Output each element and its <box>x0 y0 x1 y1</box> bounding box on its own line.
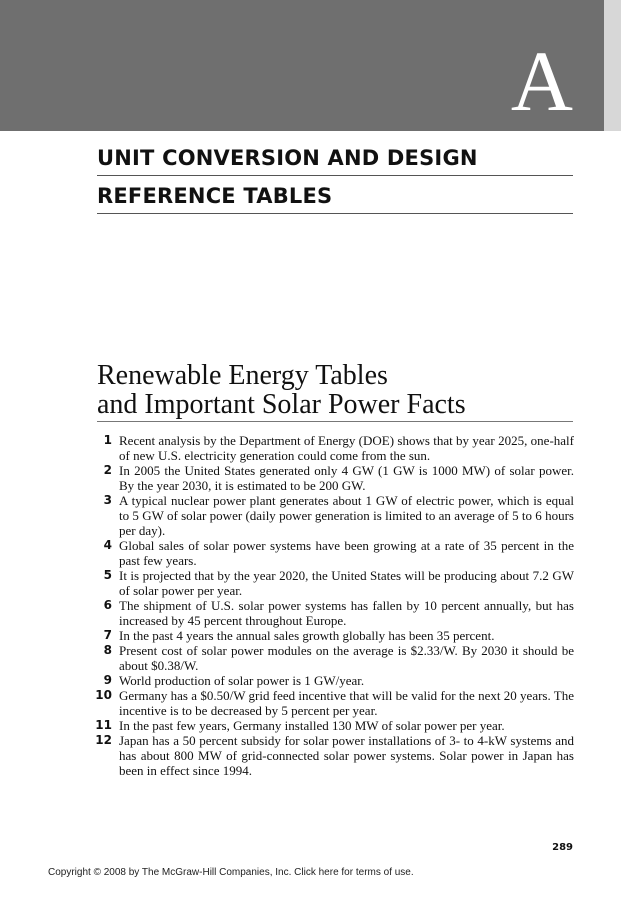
facts-list <box>84 433 574 778</box>
list-item <box>84 628 574 643</box>
list-item <box>84 688 574 718</box>
list-item <box>84 733 574 778</box>
item-number: 6 <box>103 598 112 612</box>
item-number: 11 <box>95 718 112 732</box>
item-text: Japan has a 50 percent subsidy for solar power installations of 3- to 4-kW systems and has about 800 MW of grid-connected solar power systems. Solar power in Japan has been in effect since 1994. <box>119 733 574 778</box>
item-number: 9 <box>103 673 112 687</box>
section-title <box>97 361 573 422</box>
item-text: A typical nuclear power plant generates about 1 GW of electric power, which is equal to 5 GW of solar power (daily power generation is limited to an average of 5 to 6 hours per day). <box>119 493 574 538</box>
item-text: In 2005 the United States generated only 4 GW (1 GW is 1000 MW) of solar power. By the year 2030, it is estimated to be 200 GW. <box>119 463 574 493</box>
item-text: Present cost of solar power modules on the average is $2.33/W. By 2030 it should be about $0.38/W. <box>119 643 574 673</box>
item-number: 7 <box>103 628 112 642</box>
list-item <box>84 643 574 673</box>
item-text: In the past few years, Germany installed 130 MW of solar power per year. <box>119 718 505 733</box>
item-text: Global sales of solar power systems have been growing at a rate of 35 percent in the past few years. <box>119 538 574 568</box>
list-item <box>84 463 574 493</box>
item-number: 10 <box>95 688 112 702</box>
item-text: The shipment of U.S. solar power systems has fallen by 10 percent annually, but has increased by 45 percent throughout Europe. <box>119 598 574 628</box>
copyright-link[interactable]: Copyright © 2008 by The McGraw-Hill Companies, Inc. Click here for terms of use. <box>48 867 414 878</box>
item-number: 2 <box>103 463 112 477</box>
section-title-line1: Renewable Energy Tables <box>97 360 388 391</box>
list-item <box>84 598 574 628</box>
list-item <box>84 673 574 688</box>
list-item <box>84 568 574 598</box>
section-title-line2: and Important Solar Power Facts <box>97 389 466 420</box>
list-item <box>84 493 574 538</box>
item-text: World production of solar power is 1 GW/year. <box>119 673 365 688</box>
item-text: Recent analysis by the Department of Energy (DOE) shows that by year 2025, one-half of new U.S. electricity generation could come from the sun. <box>119 433 574 463</box>
item-number: 5 <box>103 568 112 582</box>
item-text: In the past 4 years the annual sales growth globally has been 35 percent. <box>119 628 495 643</box>
item-text: Germany has a $0.50/W grid feed incentive that will be valid for the next 20 years. The incentive is to be decreased by 5 percent per year. <box>119 688 574 718</box>
item-number: 3 <box>103 493 112 507</box>
page-number: 289 <box>552 842 573 853</box>
item-number: 1 <box>103 433 112 447</box>
chapter-title-line2: REFERENCE TABLES <box>97 184 573 214</box>
list-item <box>84 433 574 463</box>
list-item <box>84 718 574 733</box>
banner-edge <box>604 0 621 131</box>
item-number: 8 <box>103 643 112 657</box>
item-text: It is projected that by the year 2020, the United States will be producing about 7.2 GW of solar power per year. <box>119 568 574 598</box>
list-item <box>84 538 574 568</box>
item-number: 12 <box>95 733 112 747</box>
item-number: 4 <box>103 538 112 552</box>
chapter-letter: A <box>510 33 573 129</box>
chapter-title-line1: UNIT CONVERSION AND DESIGN <box>97 146 573 176</box>
